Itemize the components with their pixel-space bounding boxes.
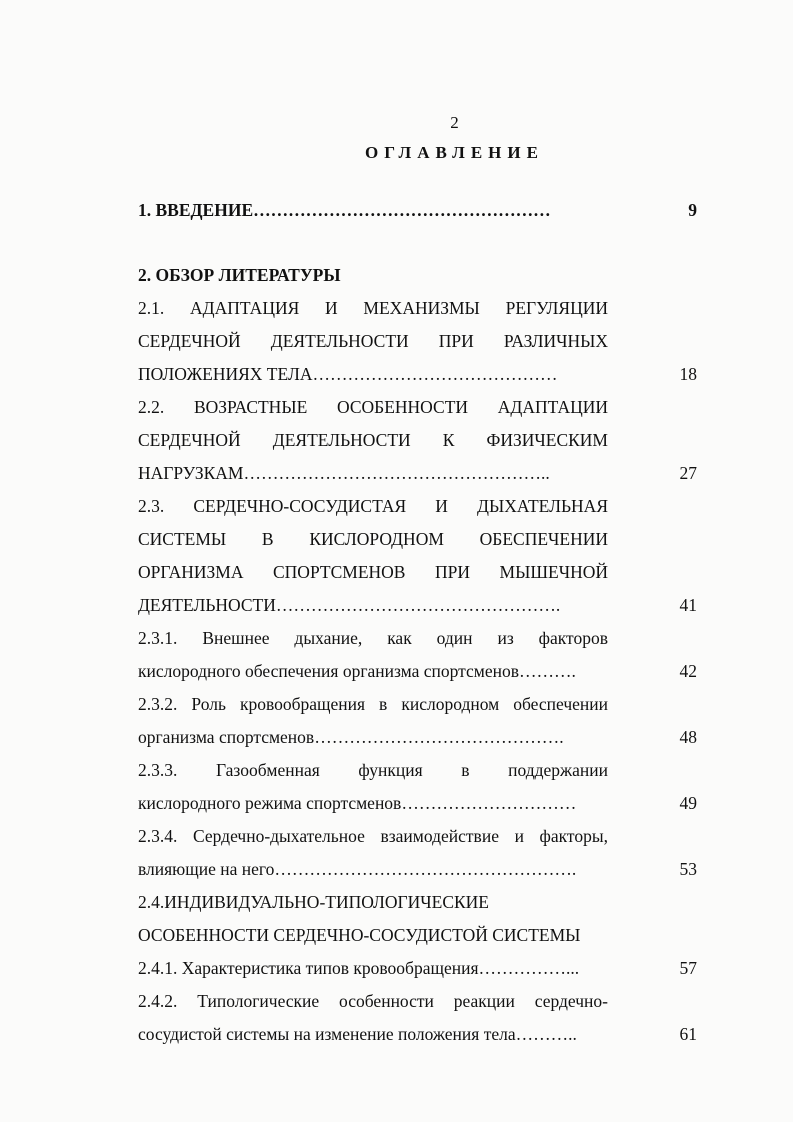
toc-entry-2-3-2 [138, 721, 703, 754]
toc-entry-text: 2.3.2. Роль кровообращения в кислородном обеспечении [138, 694, 608, 714]
toc-entry-page: 53 [679, 859, 697, 879]
toc-entry-text: 2.1. АДАПТАЦИЯ И МЕХАНИЗМЫ РЕГУЛЯЦИИ [138, 298, 608, 318]
toc-entry-text: 2. ОБЗОР ЛИТЕРАТУРЫ [138, 265, 341, 285]
toc-entry-2-1 [138, 358, 703, 391]
toc-entry-page: 57 [679, 958, 697, 978]
toc-entry-text: 2.4.2. Типологические особенности реакции сердечно- [138, 991, 608, 1011]
toc-entry-2-3 [138, 556, 703, 589]
toc-entry-text: 2.4.1. Характеристика типов кровообращения……………... [138, 958, 580, 978]
toc-entry-2-4 [138, 886, 703, 919]
toc-entry-page: 49 [679, 793, 697, 813]
toc-entry-text: 2.3.1. Внешнее дыхание, как один из факторов [138, 628, 608, 648]
toc-entry-text: 2.3.3. Газообменная функция в поддержании [138, 760, 608, 780]
toc-entry-2-2 [138, 391, 703, 424]
toc-entry-2-3-3 [138, 787, 703, 820]
toc-entry-2-3 [138, 523, 703, 556]
toc-entry-2-2 [138, 457, 703, 490]
page-title: ОГЛАВЛЕНИЕ [365, 143, 544, 162]
toc-entry-text: СИСТЕМЫ В КИСЛОРОДНОМ ОБЕСПЕЧЕНИИ [138, 529, 608, 549]
toc-entry-text: ОРГАНИЗМА СПОРТСМЕНОВ ПРИ МЫШЕЧНОЙ [138, 562, 608, 582]
toc-entry-introduction [138, 194, 703, 227]
toc-entry-2-3 [138, 490, 703, 523]
toc-entry-2-3-4 [138, 853, 703, 886]
toc-entry-2-4 [138, 919, 703, 952]
toc-entry-text: ОСОБЕННОСТИ СЕРДЕЧНО-СОСУДИСТОЙ СИСТЕМЫ [138, 925, 581, 945]
toc-entry-2-2 [138, 424, 703, 457]
toc-entry-2-1 [138, 325, 703, 358]
toc-entry-page: 48 [679, 727, 697, 747]
toc-entry-text: сосудистой системы на изменение положения тела……….. [138, 1024, 577, 1044]
toc-entry-2-4-2 [138, 985, 703, 1018]
toc-entry-2-3-1 [138, 622, 703, 655]
toc-entry-page: 41 [679, 595, 697, 615]
toc-entry-2-3-2 [138, 688, 703, 721]
toc-entry-text: СЕРДЕЧНОЙ ДЕЯТЕЛЬНОСТИ К ФИЗИЧЕСКИМ [138, 430, 608, 450]
toc-entry-text: организма спортсменов……………………………………. [138, 727, 564, 747]
toc-entry-text: СЕРДЕЧНОЙ ДЕЯТЕЛЬНОСТИ ПРИ РАЗЛИЧНЫХ [138, 331, 608, 351]
toc-entry-page: 18 [679, 364, 697, 384]
toc-entry-page: 9 [688, 200, 697, 220]
toc-entry-2-4-2 [138, 1018, 703, 1051]
toc-entry-page: 27 [679, 463, 697, 483]
toc-entry-text: кислородного обеспечения организма спортсменов………. [138, 661, 576, 681]
toc-entry-text: ДЕЯТЕЛЬНОСТИ…………………………………………. [138, 595, 561, 615]
toc-entry-2-1 [138, 292, 703, 325]
toc-entry-page: 61 [679, 1024, 697, 1044]
toc-entry-text: 2.3. СЕРДЕЧНО-СОСУДИСТАЯ И ДЫХАТЕЛЬНАЯ [138, 496, 608, 516]
toc-entry-text: кислородного режима спортсменов………………………… [138, 793, 577, 813]
toc-entry-page: 42 [679, 661, 697, 681]
toc-entry-text: 1. ВВЕДЕНИЕ…………………………………………… [138, 200, 551, 220]
toc-entry-2-4-1 [138, 952, 703, 985]
toc-entry-2-3 [138, 589, 703, 622]
toc-entry-text: НАГРУЗКАМ…………………………………………….. [138, 463, 550, 483]
table-of-contents [138, 194, 703, 1051]
toc-entry-literature-review [138, 259, 703, 292]
toc-entry-text: влияющие на него……………………………………………. [138, 859, 577, 879]
page-number: 2 [450, 113, 459, 132]
toc-entry-2-3-4 [138, 820, 703, 853]
toc-entry-text: 2.2. ВОЗРАСТНЫЕ ОСОБЕННОСТИ АДАПТАЦИИ [138, 397, 608, 417]
toc-entry-2-3-3 [138, 754, 703, 787]
toc-entry-text: 2.4.ИНДИВИДУАЛЬНО-ТИПОЛОГИЧЕСКИЕ [138, 892, 489, 912]
toc-entry-2-3-1 [138, 655, 703, 688]
toc-entry-text: ПОЛОЖЕНИЯХ ТЕЛА…………………………………… [138, 364, 558, 384]
toc-entry-text: 2.3.4. Сердечно-дыхательное взаимодействие и факторы, [138, 826, 608, 846]
